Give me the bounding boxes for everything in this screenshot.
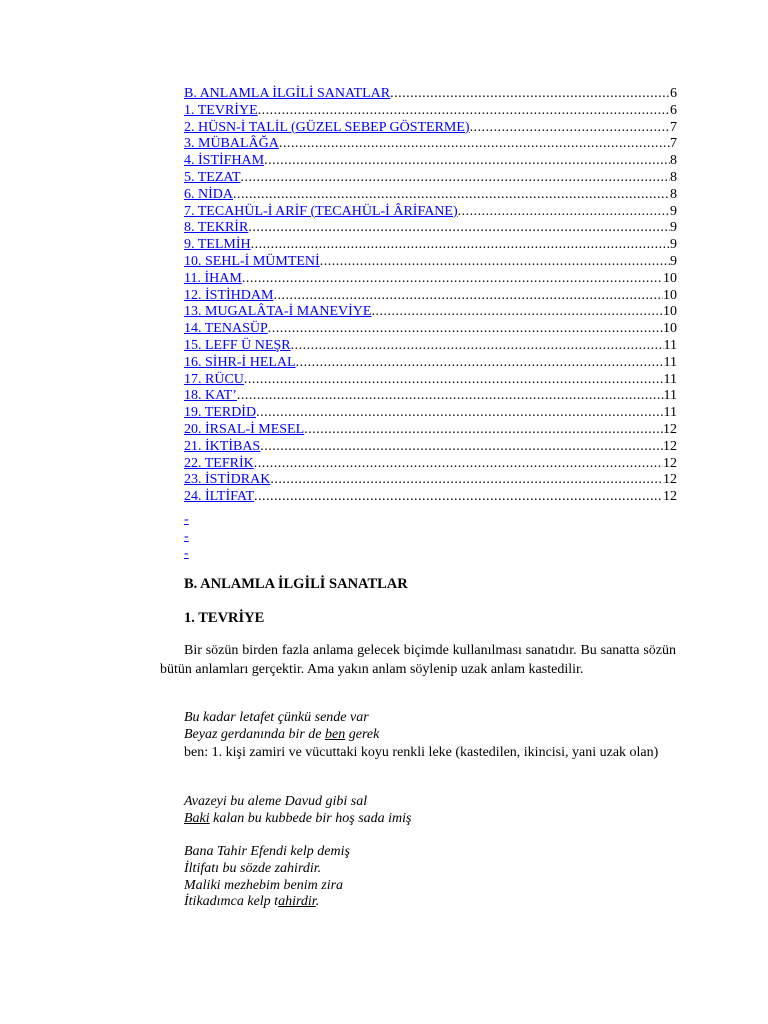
underlined-word: ben <box>325 726 346 742</box>
toc-link[interactable]: 22. TEFRİK <box>184 455 254 471</box>
toc-link[interactable]: 2. HÜSN-İ TALİL (GÜZEL SEBEP GÖSTERME) <box>184 119 470 135</box>
toc-link[interactable]: 17. RÜCU <box>184 371 244 387</box>
toc-leader-dots <box>296 355 664 372</box>
toc-leader-dots <box>258 103 670 120</box>
toc-link[interactable]: 1. TEVRİYE <box>184 102 258 118</box>
verse-line <box>184 727 676 744</box>
toc-entry <box>184 405 677 422</box>
toc-page-number: 11 <box>663 354 677 370</box>
empty-link[interactable]: - <box>184 512 189 527</box>
toc-leader-dots <box>279 136 670 153</box>
toc-link[interactable]: 16. SİHR-İ HELAL <box>184 354 296 370</box>
toc-leader-dots <box>390 86 670 103</box>
toc-page-number: 11 <box>663 371 677 387</box>
toc-link[interactable]: 20. İRSAL-İ MESEL <box>184 421 305 437</box>
toc-link[interactable]: 12. İSTİHDAM <box>184 287 274 303</box>
toc-entry <box>184 204 677 221</box>
toc-entry <box>184 120 677 137</box>
toc-link[interactable]: 9. TELMİH <box>184 237 251 253</box>
verse-example-1 <box>184 710 676 744</box>
verse-line <box>184 894 676 911</box>
toc-entry <box>184 321 677 338</box>
underlined-word: Baki <box>184 810 210 826</box>
toc-link[interactable]: 5. TEZAT <box>184 169 241 185</box>
toc-leader-dots <box>458 204 670 221</box>
toc-page-number: 12 <box>663 438 677 454</box>
toc-page-number: 9 <box>670 237 677 253</box>
section-heading: B. ANLAMLA İLGİLİ SANATLAR <box>184 576 408 592</box>
toc-entry <box>184 271 677 288</box>
toc-entry <box>184 355 677 372</box>
toc-link[interactable]: 19. TERDİD <box>184 405 257 421</box>
toc-link[interactable]: 23. İSTİDRAK <box>184 472 271 488</box>
explanation-note: ben: 1. kişi zamiri ve vücuttaki koyu renkli leke (kastedilen, ikincisi, yani uzak olan) <box>184 745 659 760</box>
toc-page-number: 12 <box>663 489 677 505</box>
toc-page-number: 10 <box>663 321 677 337</box>
toc-page-number: 11 <box>663 337 677 353</box>
verse-line: Avazeyi bu aleme Davud gibi sal <box>184 794 368 809</box>
verse-line: İltifatı bu sözde zahirdir. <box>184 860 322 876</box>
toc-entry <box>184 170 677 187</box>
toc-leader-dots <box>251 237 670 254</box>
toc-leader-dots <box>470 120 670 137</box>
toc-entry <box>184 153 677 170</box>
toc-page-number: 9 <box>670 253 677 269</box>
toc-leader-dots <box>264 153 670 170</box>
toc-entry <box>184 489 677 506</box>
verse-line: Maliki mezhebim benim zira <box>184 877 344 893</box>
toc-entry <box>184 220 677 237</box>
toc-entry <box>184 103 677 120</box>
toc-link[interactable]: 24. İLTİFAT <box>184 489 254 505</box>
verse-text: . <box>315 894 320 910</box>
toc-page-number: 10 <box>663 270 677 286</box>
toc-leader-dots <box>291 338 664 355</box>
toc-page-number: 7 <box>670 136 677 152</box>
toc-leader-dots <box>233 187 670 204</box>
underlined-word: ahirdir <box>278 894 316 910</box>
toc-page-number: 7 <box>670 119 677 135</box>
verse-text: gerek <box>345 726 380 742</box>
toc-entry <box>184 237 677 254</box>
toc-entry <box>184 136 677 153</box>
toc-leader-dots <box>268 321 663 338</box>
toc-page-number: 12 <box>663 472 677 488</box>
toc-page-number: 10 <box>663 287 677 303</box>
verse-line <box>184 811 676 828</box>
toc-link[interactable]: 10. SEHL-İ MÜMTENİ <box>184 253 320 269</box>
toc-leader-dots <box>241 170 670 187</box>
toc-entry <box>184 338 677 355</box>
toc-link[interactable]: B. ANLAMLA İLGİLİ SANATLAR <box>184 86 391 101</box>
toc-entry <box>184 254 677 271</box>
toc-entry <box>184 388 677 405</box>
toc-page-number: 9 <box>670 220 677 236</box>
verse-text: İtikadımca kelp t <box>184 894 279 910</box>
toc-link[interactable]: 14. TENASÜP <box>184 321 268 337</box>
toc-page-number: 9 <box>670 203 677 219</box>
toc-link[interactable]: 18. KAT’ <box>184 388 237 404</box>
verse-text: kalan bu kubbede bir hoş sada imiş <box>209 810 412 826</box>
toc-link[interactable]: 15. LEFF Ü NEŞR <box>184 337 291 353</box>
toc-entry <box>184 86 677 103</box>
toc-leader-dots <box>304 422 663 439</box>
toc-leader-dots <box>256 405 663 422</box>
toc-link[interactable]: 7. TECAHÜL-İ ARİF (TECAHÜL-İ ÂRİFANE) <box>184 203 458 219</box>
toc-leader-dots <box>244 372 664 389</box>
toc-entry <box>184 422 677 439</box>
definition-paragraph: Bir sözün birden fazla anlama gelecek biçimde kullanılması sanatıdır. Bu sanatta sözün bütün anlamları gerçektir. Ama yakın anlam söylenip uzak anlam kastedilir. <box>160 643 676 677</box>
toc-leader-dots <box>273 288 663 305</box>
verse-example-2 <box>184 794 676 828</box>
toc-page-number: 6 <box>670 102 677 118</box>
toc-page-number: 6 <box>670 86 677 101</box>
toc-page-number: 10 <box>663 304 677 320</box>
toc-leader-dots <box>242 271 663 288</box>
toc-entry <box>184 472 677 489</box>
verse-line: Bana Tahir Efendi kelp demiş <box>184 844 350 859</box>
toc-leader-dots <box>254 456 663 473</box>
toc-page-number: 8 <box>670 186 677 202</box>
toc-entry <box>184 439 677 456</box>
toc-link[interactable]: 8. TEKRİR <box>184 220 249 236</box>
toc-link[interactable]: 4. İSTİFHAM <box>184 153 265 169</box>
table-of-contents <box>184 86 677 506</box>
toc-page-number: 8 <box>670 153 677 169</box>
toc-leader-dots <box>260 439 663 456</box>
toc-leader-dots <box>237 388 664 405</box>
toc-page-number: 12 <box>663 421 677 437</box>
toc-link[interactable]: 6. NİDA <box>184 186 233 202</box>
toc-entry <box>184 187 677 204</box>
toc-leader-dots <box>270 472 663 489</box>
toc-page-number: 11 <box>663 388 677 404</box>
empty-link[interactable]: - <box>184 529 189 544</box>
toc-leader-dots <box>254 489 663 506</box>
toc-link[interactable]: 21. İKTİBAS <box>184 438 261 454</box>
verse-example-3 <box>184 844 676 911</box>
toc-link[interactable]: 11. İHAM <box>184 270 242 286</box>
toc-leader-dots <box>248 220 670 237</box>
toc-entry <box>184 288 677 305</box>
toc-entry <box>184 372 677 389</box>
toc-entry <box>184 456 677 473</box>
empty-link[interactable]: - <box>184 546 189 561</box>
toc-leader-dots <box>320 254 670 271</box>
toc-page-number: 8 <box>670 169 677 185</box>
toc-leader-dots <box>371 304 663 321</box>
toc-page-number: 12 <box>663 455 677 471</box>
toc-link[interactable]: 3. MÜBALÂĞA <box>184 136 279 152</box>
toc-link[interactable]: 13. MUGALÂTA-İ MANEVİYE <box>184 304 372 320</box>
subsection-heading: 1. TEVRİYE <box>184 610 265 626</box>
toc-page-number: 11 <box>663 405 677 421</box>
verse-text: Beyaz gerdanında bir de <box>184 726 326 742</box>
toc-entry <box>184 304 677 321</box>
verse-line: Bu kadar letafet çünkü sende var <box>184 710 369 725</box>
